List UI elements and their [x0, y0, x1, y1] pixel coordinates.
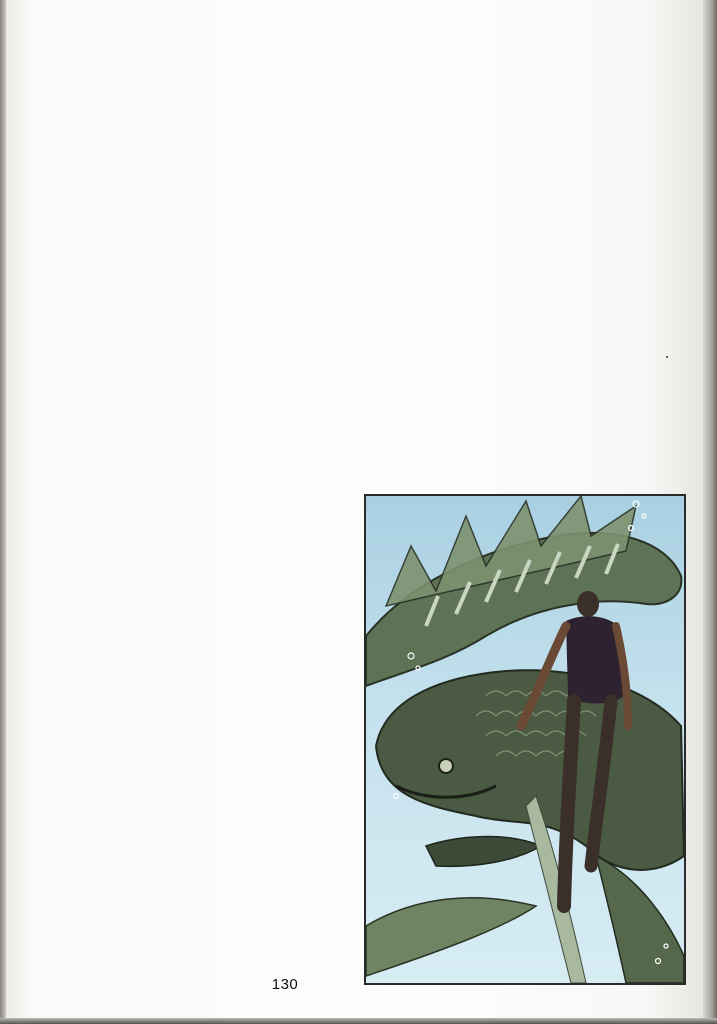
- bottom-page-edge: [0, 1018, 717, 1024]
- right-page-edge: [703, 0, 717, 1024]
- illustration-panel: [364, 494, 686, 985]
- paper-speck: [666, 356, 668, 358]
- fish-eye: [439, 759, 453, 773]
- creature-artwork: [366, 496, 684, 983]
- lower-whisker-fin: [426, 837, 541, 867]
- page-number: 130: [271, 976, 299, 993]
- right-lower-fin: [596, 856, 684, 983]
- lower-tail-fin: [366, 898, 536, 976]
